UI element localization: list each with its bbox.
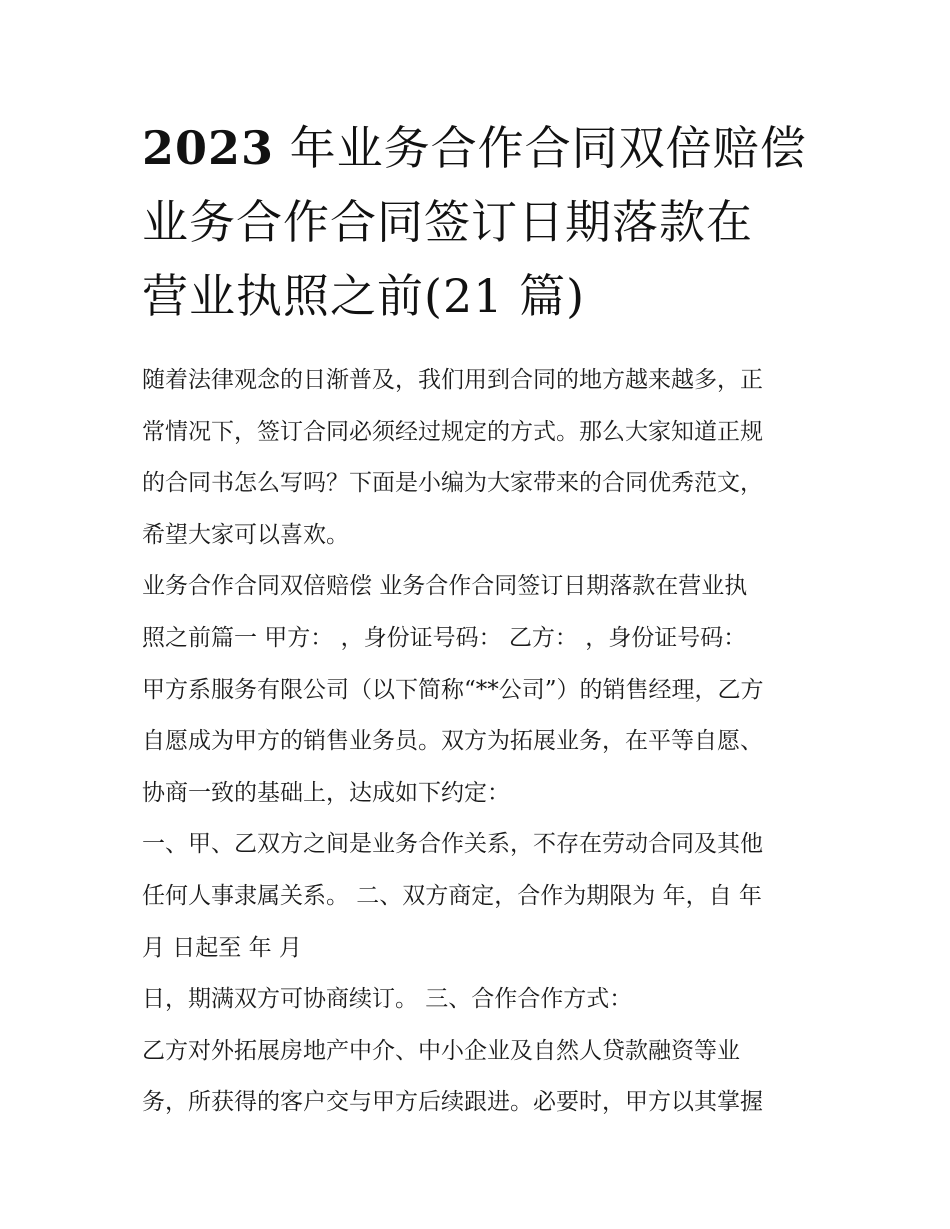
- body-line: 一、甲、乙双方之间是业务合作关系，不存在劳动合同及其他: [142, 831, 763, 858]
- body-line: 常情况下，签订合同必须经过规定的方式。那么大家知道正规: [142, 418, 763, 445]
- body-line: 协商一致的基础上，达成如下约定：: [142, 779, 510, 806]
- body-line: 照之前篇一 甲方： ，身份证号码： 乙方： ，身份证号码：: [142, 624, 747, 651]
- title-line: 业务合作合同签订日期落款在: [142, 195, 753, 249]
- title-line: [142, 111, 822, 185]
- body-line: 乙方对外拓展房地产中介、中小企业及自然人贷款融资等业: [142, 1037, 740, 1064]
- title-year: 2023: [142, 121, 275, 175]
- body-line: 自愿成为甲方的销售业务员。双方为拓展业务，在平等自愿、: [142, 728, 763, 755]
- document-body: [142, 355, 822, 1129]
- body-line: 业务合作合同双倍赔偿 业务合作合同签订日期落款在营业执: [142, 573, 748, 600]
- title-text: 年业务合作合同双倍赔偿: [274, 121, 807, 175]
- body-line: 随着法律观念的日渐普及，我们用到合同的地方越来越多，正: [142, 367, 763, 393]
- body-line: 希望大家可以喜欢。: [142, 521, 349, 548]
- title-line: 营业执照之前(21 篇): [142, 269, 586, 323]
- body-line: 月 日起至 年 月: [142, 934, 302, 961]
- document-title: [142, 111, 822, 333]
- body-line: 日，期满双方可协商续订。 三、合作合作方式：: [142, 986, 633, 1013]
- body-line: 任何人事隶属关系。 二、双方商定，合作为期限为 年，自 年: [142, 882, 762, 909]
- body-line: 甲方系服务有限公司（以下简称“**公司”）的销售经理，乙方: [142, 676, 764, 703]
- body-line: 的合同书怎么写吗？下面是小编为大家带来的合同优秀范文，: [142, 470, 763, 497]
- body-line: 务，所获得的客户交与甲方后续跟进。必要时，甲方以其掌握: [142, 1089, 763, 1116]
